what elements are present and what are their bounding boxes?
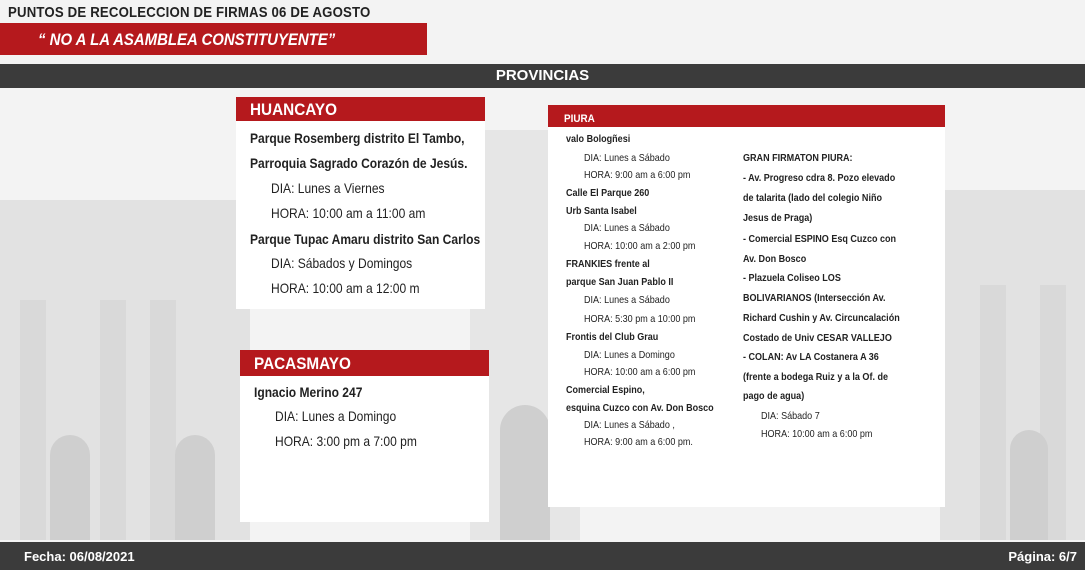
- piura-left-line: Calle El Parque 260: [566, 187, 650, 199]
- piura-left-line: valo Bologñesi: [566, 133, 631, 145]
- piura-right-line: DIA: Sábado 7: [761, 410, 820, 422]
- piura-header: [548, 105, 945, 129]
- huancayo-card: [236, 97, 485, 309]
- piura-left-line: esquina Cuzco con Av. Don Bosco: [566, 402, 714, 414]
- piura-left-line: DIA: Lunes a Sábado: [584, 294, 670, 306]
- footer-page-number: Página: 6/7: [1008, 549, 1077, 564]
- piura-right-line: (frente a bodega Ruiz y a la Of. de: [743, 371, 889, 383]
- piura-left-line: HORA: 10:00 am a 6:00 pm: [584, 366, 696, 378]
- huancayo-line: DIA: Sábados y Domingos: [271, 255, 413, 271]
- piura-right-line: - Av. Progreso cdra 8. Pozo elevado: [743, 172, 896, 184]
- piura-left-line: HORA: 5:30 pm a 10:00 pm: [584, 313, 696, 325]
- piura-left-line: HORA: 9:00 am a 6:00 pm: [584, 169, 691, 181]
- huancayo-line: Parroquia Sagrado Corazón de Jesús.: [250, 155, 468, 171]
- piura-left-line: Frontis del Club Grau: [566, 331, 659, 343]
- piura-right-line: Jesus de Praga): [743, 212, 813, 224]
- piura-right-line: HORA: 10:00 am a 6:00 pm: [761, 428, 873, 440]
- piura-left-line: HORA: 10:00 am a 2:00 pm: [584, 240, 696, 252]
- piura-right-line: de talarita (lado del colegio Niño: [743, 192, 882, 204]
- piura-left-line: FRANKIES frente al: [566, 258, 650, 270]
- piura-right-line: Richard Cushin y Av. Circuncalación: [743, 312, 900, 324]
- huancayo-line: Parque Rosemberg distrito El Tambo,: [250, 130, 465, 146]
- piura-left-line: Comercial Espino,: [566, 384, 645, 396]
- footer-date: Fecha: 06/08/2021: [24, 549, 135, 564]
- huancayo-line: DIA: Lunes a Viernes: [271, 180, 385, 196]
- huancayo-line: Parque Tupac Amaru distrito San Carlos: [250, 231, 481, 247]
- huancayo-line: HORA: 10:00 am a 11:00 am: [271, 205, 426, 221]
- pacasmayo-header: [240, 350, 489, 378]
- pacasmayo-line: DIA: Lunes a Domingo: [275, 408, 397, 424]
- piura-right-line: Costado de Univ CESAR VALLEJO: [743, 332, 892, 344]
- slogan-text: “ NO A LA ASAMBLEA CONSTITUYENTE”: [38, 30, 336, 49]
- piura-right-line: BOLIVARIANOS (Intersección Av.: [743, 292, 886, 304]
- pacasmayo-line: HORA: 3:00 pm a 7:00 pm: [275, 433, 417, 449]
- page-title: PUNTOS DE RECOLECCION DE FIRMAS 06 DE AGOSTO: [8, 4, 371, 21]
- pacasmayo-line: Ignacio Merino 247: [254, 384, 363, 400]
- huancayo-line: HORA: 10:00 am a 12:00 m: [271, 280, 420, 296]
- section-title: PROVINCIAS: [495, 67, 590, 84]
- piura-right-line: - COLAN: Av LA Costanera A 36: [743, 351, 879, 363]
- footer-bar: [0, 542, 1085, 570]
- piura-right-line: - Plazuela Coliseo LOS: [743, 272, 841, 284]
- piura-left-line: DIA: Lunes a Domingo: [584, 349, 675, 361]
- piura-left-line: parque San Juan Pablo II: [566, 276, 674, 288]
- piura-title: PIURA: [564, 113, 595, 125]
- huancayo-title: HUANCAYO: [250, 100, 338, 119]
- piura-left-line: DIA: Lunes a Sábado ,: [584, 419, 675, 431]
- piura-right-line: Av. Don Bosco: [743, 253, 807, 265]
- piura-left-line: Urb Santa Isabel: [566, 205, 637, 217]
- piura-right-line: GRAN FIRMATON PIURA:: [743, 152, 853, 164]
- piura-left-line: HORA: 9:00 am a 6:00 pm.: [584, 436, 693, 448]
- piura-left-line: DIA: Lunes a Sábado: [584, 152, 670, 164]
- piura-right-line: - Comercial ESPINO Esq Cuzco con: [743, 233, 897, 245]
- pacasmayo-title: PACASMAYO: [254, 354, 351, 373]
- piura-right-line: pago de agua): [743, 390, 805, 402]
- piura-left-line: DIA: Lunes a Sábado: [584, 222, 670, 234]
- huancayo-header: [236, 97, 485, 123]
